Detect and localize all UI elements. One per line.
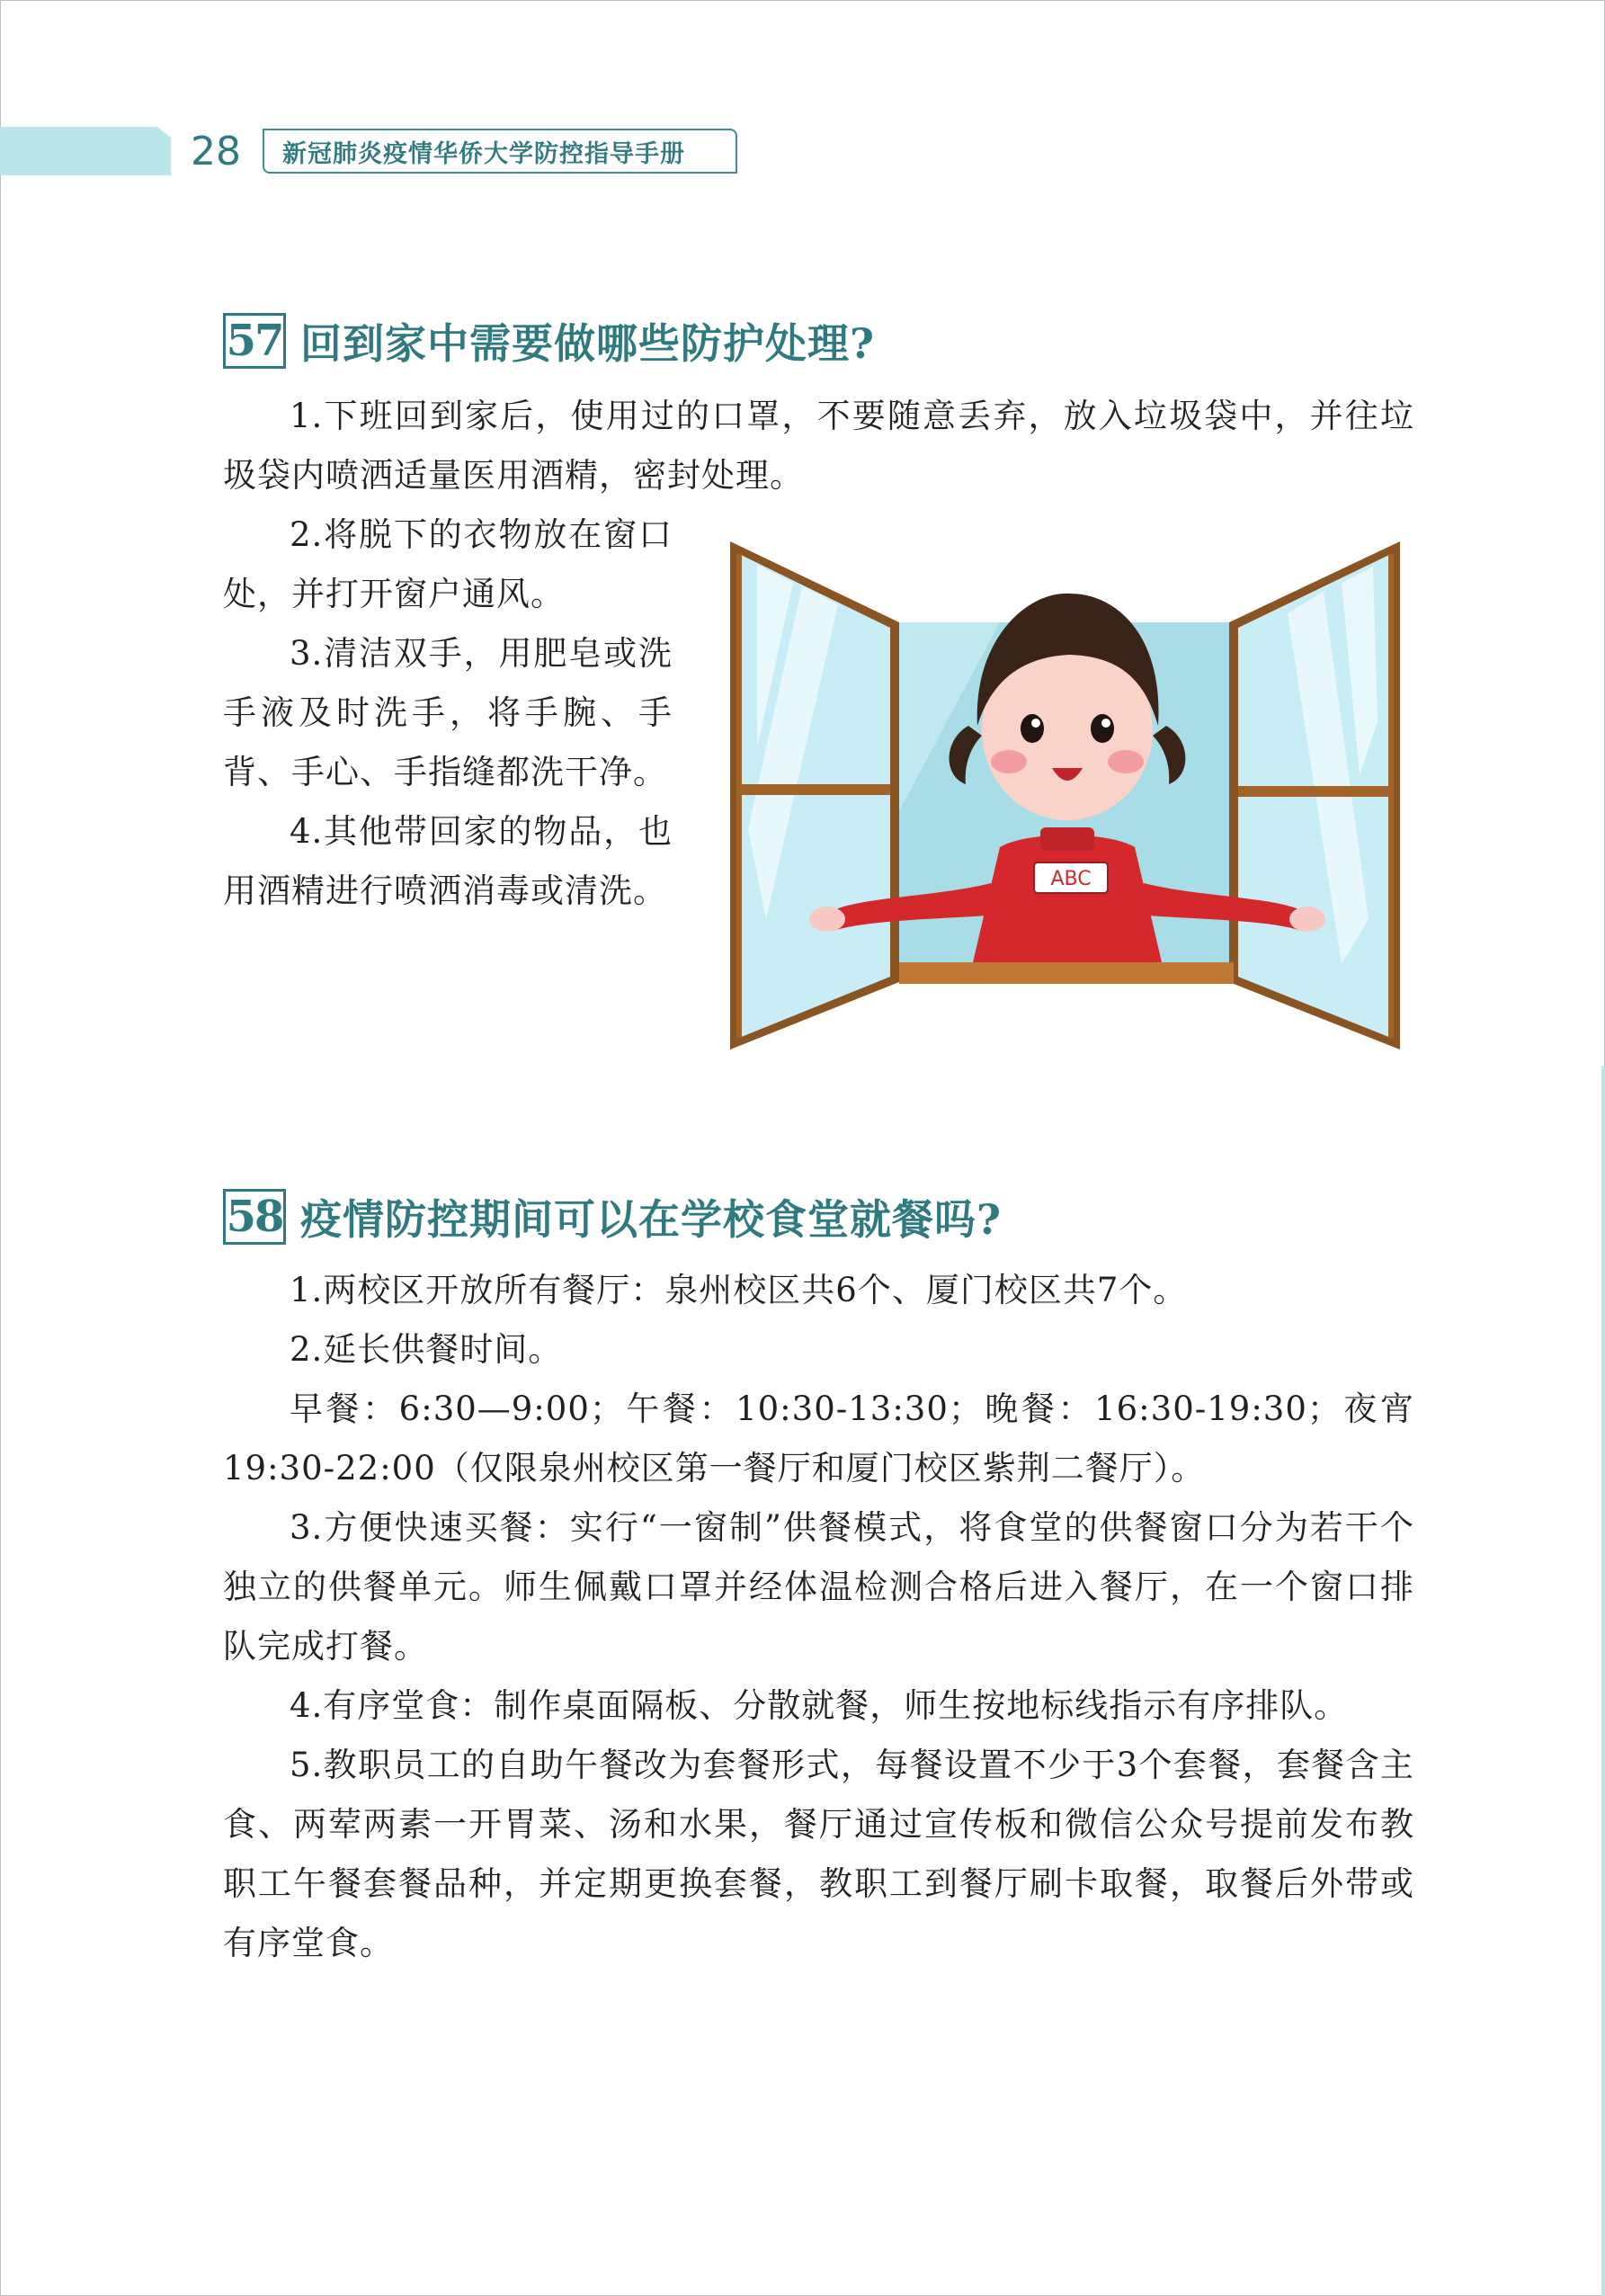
q57-left-column (223, 505, 673, 921)
red-sweater (973, 835, 1162, 963)
edge-stripe (1601, 1066, 1605, 2296)
book-title: 新冠肺炎疫情华侨大学防控指导手册 (263, 129, 737, 174)
q58-paragraph-1: 1.两校区开放所有餐厅：泉州校区共6个、厦门校区共7个。 (290, 1271, 1188, 1309)
right-cheek (1108, 750, 1144, 773)
question-number-badge: 57 (223, 313, 286, 369)
page-number: 28 (191, 129, 241, 174)
left-eye (1021, 714, 1044, 743)
left-cheek (991, 750, 1027, 773)
question-title: 回到家中需要做哪些防护处理? (300, 319, 875, 368)
q57-paragraph-2: 2.将脱下的衣物放在窗口处，并打开窗户通风。 (223, 515, 673, 613)
right-window-shutter (1229, 541, 1400, 1050)
left-window-shutter (730, 541, 899, 1050)
sweater-collar (1040, 827, 1094, 851)
q58-paragraph-3: 3.方便快速买餐：实行“一窗制”供餐模式，将食堂的供餐窗口分为若干个独立的供餐单元。师生佩戴口罩并经体温检测合格后进入餐厅，在一个窗口排队完成打餐。 (223, 1508, 1414, 1666)
left-eye-highlight (1031, 719, 1040, 728)
question-57-heading (223, 311, 875, 371)
q57-paragraph-3: 3.清洁双手，用肥皂或洗手液及时洗手，将手腕、手背、手心、手指缝都洗干净。 (223, 634, 673, 791)
q58-paragraph-2: 2.延长供餐时间。 (290, 1330, 563, 1369)
header-tab-bar (0, 127, 171, 175)
girl-at-window-illustration (730, 541, 1400, 1050)
q58-body (223, 1261, 1414, 1973)
right-eye-highlight (1101, 719, 1110, 728)
badge-text: ABC (1050, 868, 1092, 890)
window-sill (899, 962, 1234, 984)
q58-paragraph-5: 5.教职员工的自助午餐改为套餐形式，每餐设置不少于3个套餐，套餐含主食、两荤两素一开胃菜、汤和水果，餐厅通过宣传板和微信公众号提前发布教职工午餐套餐品种，并定期更换套餐，教职工到餐厅刷卡取餐，取餐后外带或有序堂食。 (223, 1746, 1414, 1962)
left-hand (809, 907, 845, 932)
question-number-badge: 58 (223, 1189, 286, 1245)
question-title: 疫情防控期间可以在学校食堂就餐吗? (300, 1195, 1002, 1244)
right-hand (1289, 907, 1325, 932)
q57-paragraph-4: 4.其他带回家的物品，也用酒精进行喷洒消毒或清洗。 (223, 812, 673, 910)
q57-paragraph-1: 1.下班回到家后，使用过的口罩，不要随意丢弃，放入垃圾袋中，并往垃圾袋内喷洒适量医用酒精，密封处理。 (223, 397, 1414, 495)
q57-paragraph-1-block (223, 387, 1414, 505)
q58-meal-times: 早餐：6:30—9:00；午餐：10:30-13:30；晚餐：16:30-19:30；夜宵19:30-22:00（仅限泉州校区第一餐厅和厦门校区紫荆二餐厅）。 (223, 1389, 1414, 1487)
question-58-heading (223, 1187, 1002, 1246)
q58-paragraph-4: 4.有序堂食：制作桌面隔板、分散就餐，师生按地标线指示有序排队。 (290, 1686, 1349, 1725)
right-eye (1091, 714, 1114, 743)
